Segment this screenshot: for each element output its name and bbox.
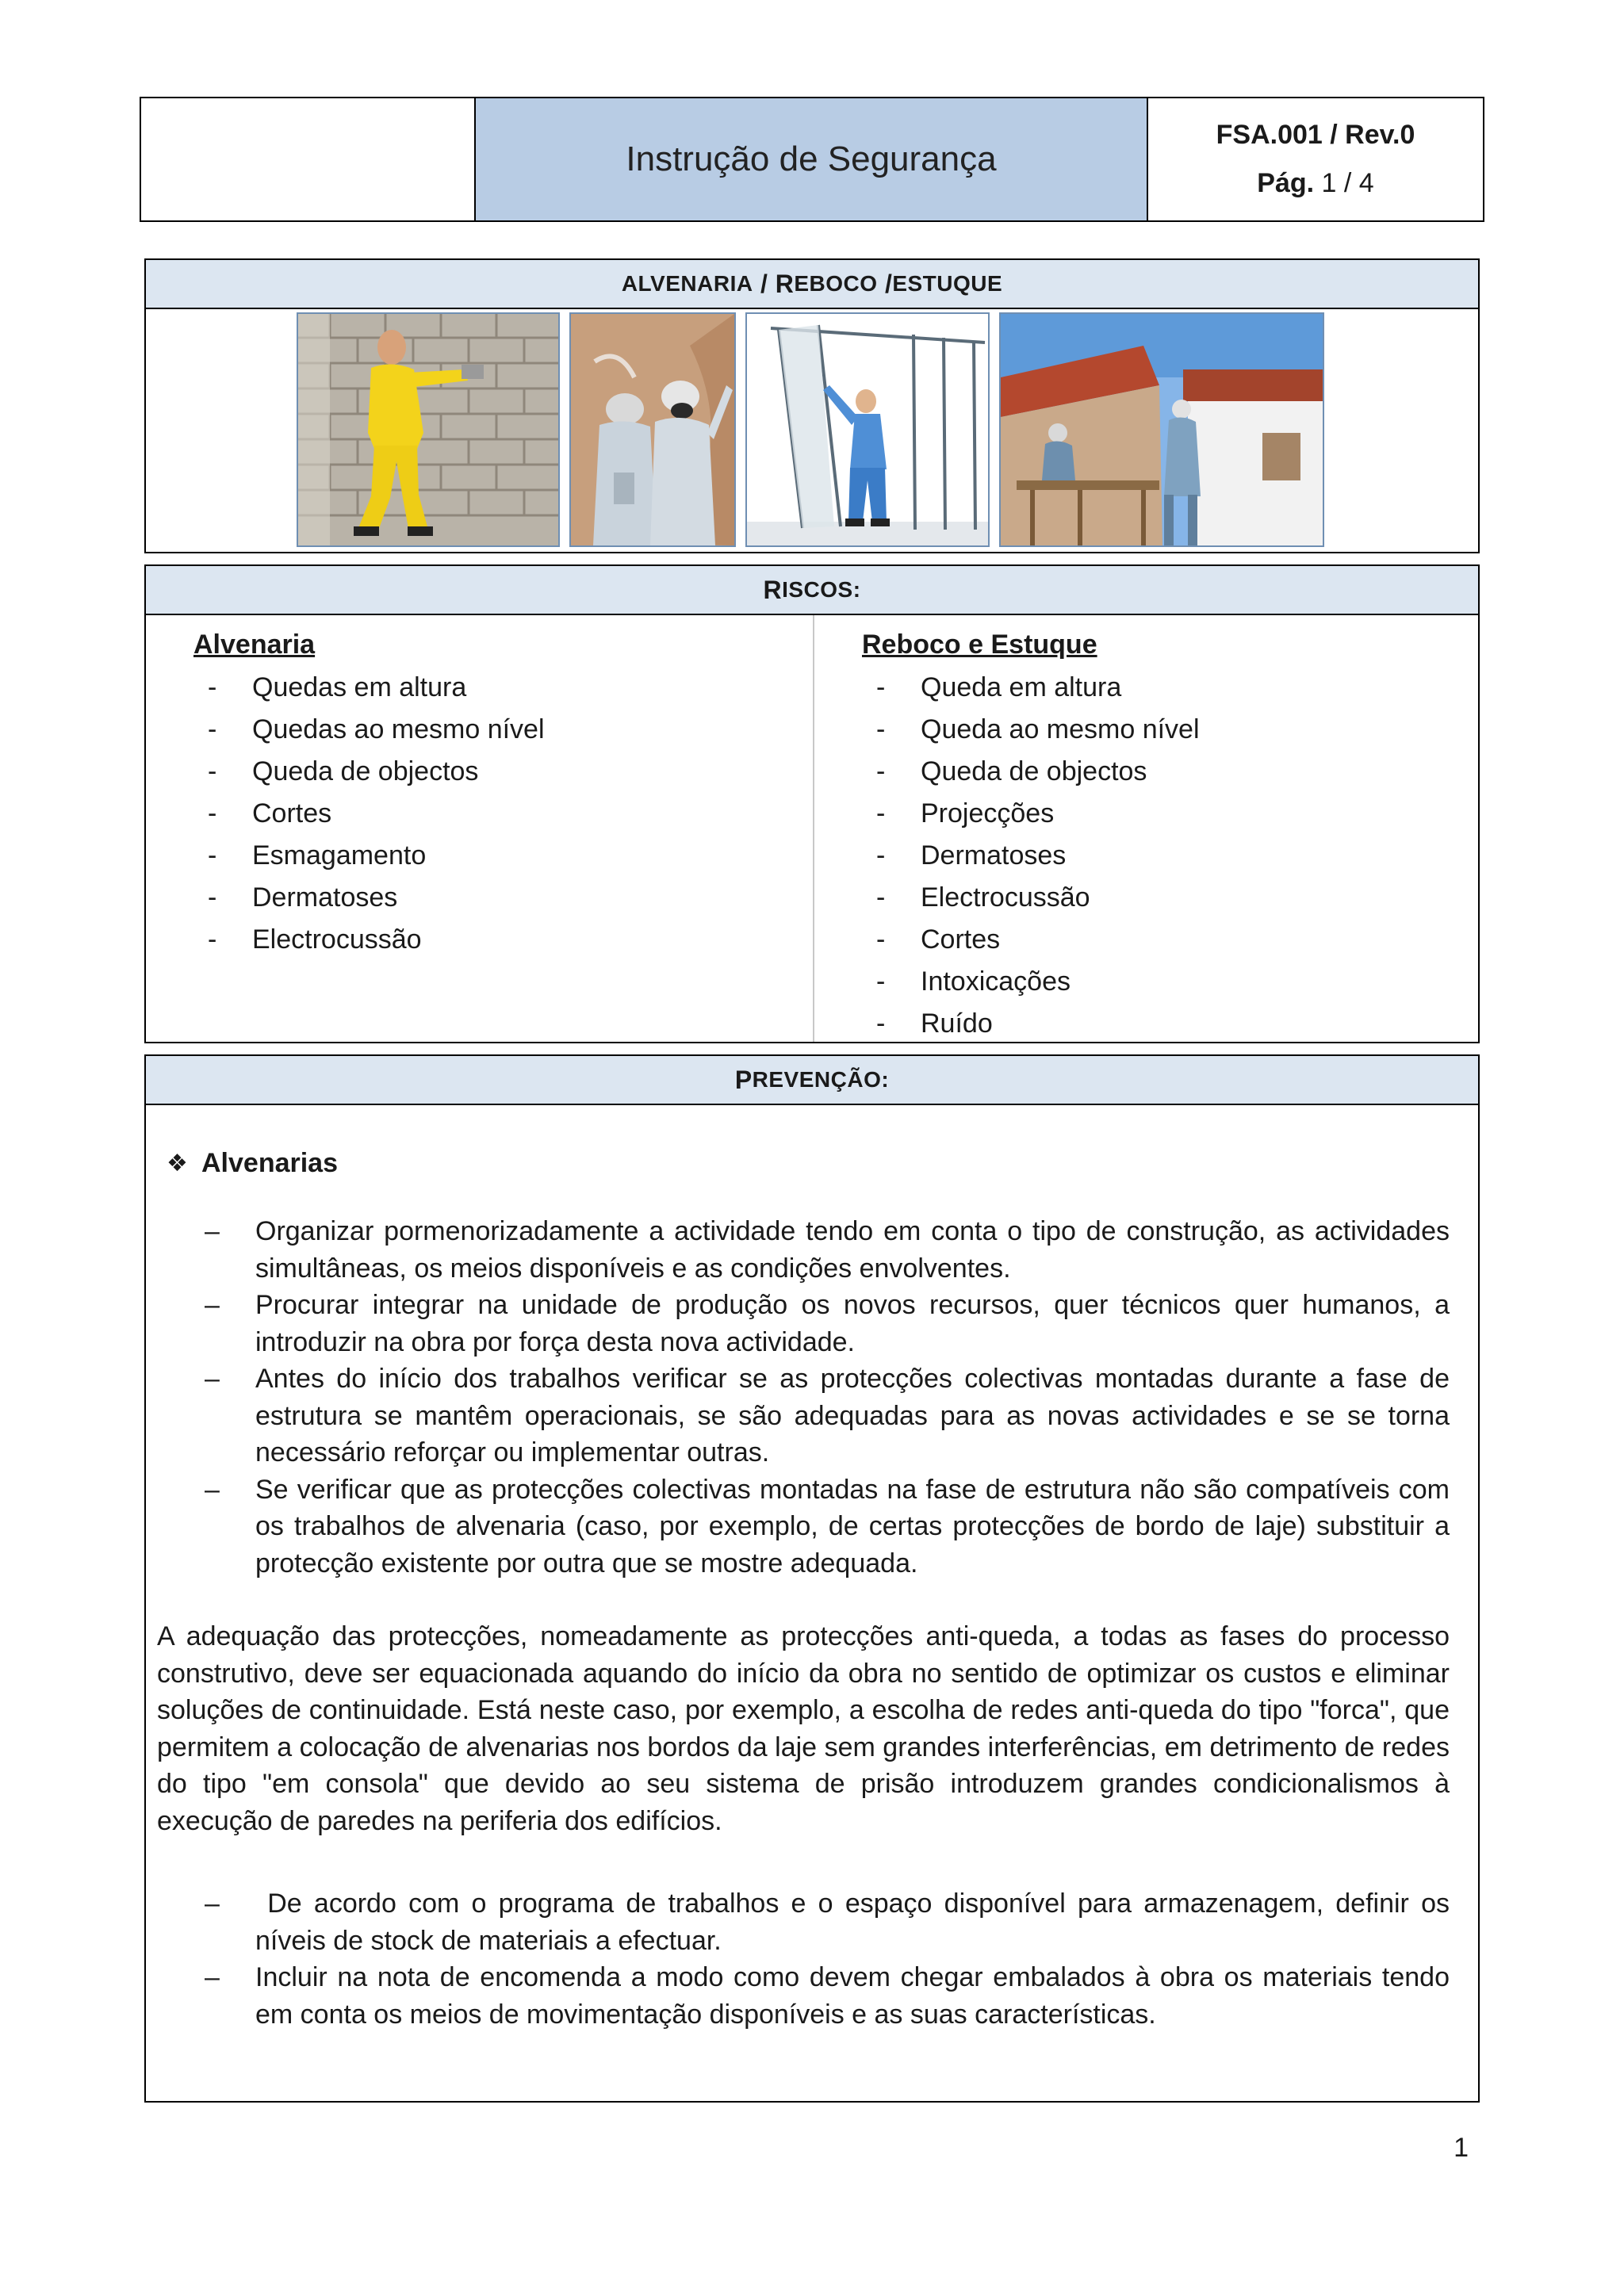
photo-drywall-installer (745, 312, 990, 547)
topic-separator-1: / (753, 269, 776, 298)
document-title: Instrução de Segurança (476, 98, 1148, 220)
topic-part-1: ALVENARIA (621, 271, 753, 296)
risks-heading-initial: R (763, 575, 783, 604)
prevention-heading-initial: P (734, 1065, 753, 1094)
list-item: – Procurar integrar na unidade de produção os novos recursos, quer técnicos quer humanos, a introduzir na obra por força desta nova actividade. (205, 1290, 1450, 1357)
risks-masonry-title: Alvenaria (193, 629, 316, 660)
page-number: 1 (1454, 2133, 1469, 2163)
photo-bricklayer (297, 312, 560, 547)
list-item: – Organizar pormenorizadamente a actividade tendo em conta o tipo de construção, as actividades simultâneas, os meios disponíveis e as condições envolventes. (205, 1216, 1450, 1284)
photo-scaffold-workers (999, 312, 1324, 547)
risks-column-masonry (146, 615, 813, 1042)
list-item: - Intoxicações (876, 966, 1071, 997)
prevention-list (157, 1213, 1450, 1582)
risks-masonry-list (193, 667, 813, 961)
prevention-subtitle-text: Alvenarias (201, 1147, 338, 1178)
topic-separator-2: / (877, 269, 893, 298)
list-item: - Cortes (876, 924, 1001, 955)
risks-heading (146, 566, 1478, 615)
prevention-list-2 (157, 1885, 1457, 2033)
prevention-heading-rest: REVENÇÃO: (752, 1067, 890, 1092)
page-indicator (1257, 168, 1373, 199)
prevention-heading (146, 1056, 1478, 1105)
topic-part-3: ESTUQUE (892, 271, 1003, 296)
list-item: - Electrocussão (208, 924, 422, 955)
risks-heading-rest: ISCOS: (782, 577, 861, 602)
document-header (140, 97, 1484, 222)
list-item: - Queda em altura (876, 672, 1122, 702)
list-item: - Queda de objectos (876, 756, 1147, 786)
list-item: - Projecções (876, 798, 1055, 828)
list-item: – Se verificar que as protecções colectivas montadas na fase de estrutura não são compatíveis com os trabalhos de alvenaria (caso, por exemplo, de certas protecções de bordo de laje) substituir a protecção existente por outra que se mostre adequada. (205, 1474, 1450, 1578)
reference-cell (1148, 98, 1483, 220)
list-item: - Dermatoses (208, 882, 398, 913)
risks-plaster-list (862, 667, 1478, 1045)
diamond-bullet-icon: ❖ (167, 1150, 188, 1177)
list-item: – Incluir na nota de encomenda a modo como devem chegar embalados à obra os materiais tendo em conta os meios de movimentação disponíveis e as suas características. (205, 1962, 1450, 2030)
document-code: FSA.001 / Rev.0 (1216, 120, 1415, 150)
page-value: 1 / 4 (1321, 168, 1374, 198)
list-item: - Esmagamento (208, 840, 427, 871)
list-item: - Quedas em altura (208, 672, 467, 702)
list-item: – De acordo com o programa de trabalhos e o espaço disponível para armazenagem, definir os níveis de stock de materiais a efectuar. (205, 1888, 1457, 1956)
prevention-paragraph: A adequação das protecções, nomeadamente as protecções anti-queda, a todas as fases do processo construtivo, deve ser equacionada aquando do início da obra no sentido de optimizar os custos e eliminar soluções de continuidade. Está neste caso, por exemplo, a escolha de redes anti-queda do tipo "forca", que permitem a colocação de alvenarias nos bordos da laje sem grandes interferências, em detrimento de redes do tipo "em consola" que devido ao seu sistema de prisão introduzem grandes condicionalismos à execução de paredes na periferia dos edifícios. (157, 1621, 1450, 1836)
list-item: - Quedas ao mesmo nível (208, 714, 545, 744)
risks-plaster-title: Reboco e Estuque (862, 629, 1097, 660)
topic-part-2-rest: EBOCO (794, 271, 878, 296)
topic-part-2-initial: R (775, 269, 795, 298)
list-item: – Antes do início dos trabalhos verificar se as protecções colectivas montadas durante a fase de estrutura se mantêm operacionais, se são adequadas para as novas actividades e se se torna necessário reforçar ou implementar outras. (205, 1364, 1450, 1468)
topic-heading (146, 260, 1478, 309)
list-item: - Electrocussão (876, 882, 1090, 913)
photo-strip (297, 312, 1324, 547)
photo-plasterers (569, 312, 736, 547)
page-label: Pág. (1257, 168, 1315, 198)
risks-column-plaster (813, 615, 1478, 1042)
list-item: - Cortes (208, 798, 332, 828)
prevention-section (144, 1054, 1480, 2103)
logo-cell (141, 98, 476, 220)
list-item: - Dermatoses (876, 840, 1067, 871)
topic-section (144, 258, 1480, 553)
list-item: - Queda ao mesmo nível (876, 714, 1200, 744)
prevention-subtitle (157, 1145, 1450, 1181)
risks-section (144, 564, 1480, 1043)
list-item: - Queda de objectos (208, 756, 479, 786)
list-item: - Ruído (876, 1008, 993, 1039)
